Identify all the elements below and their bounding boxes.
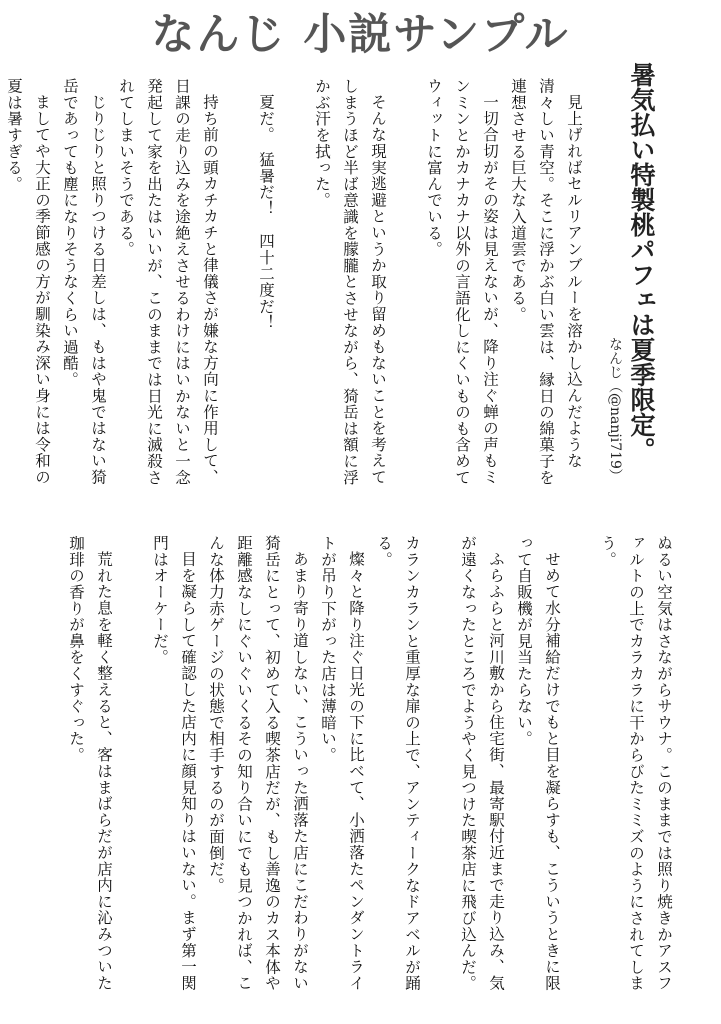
author-byline: なんじ（@nanji719） (607, 337, 623, 483)
paragraph: ぬるい空気はさながらサウナ。このままでは照り焼きかアスファルトの上でカラカラに干からびたミミズのようにされてしまう。 (599, 535, 673, 992)
paragraph: 荒れた息を軽く整えると、客はまばらだが店内に沁みついた珈琲の香りが鼻をくすぐった。 (67, 535, 113, 991)
paragraph: 一切合切がその姿は見えないが、降り注ぐ蝉の声もミンミンとかカナカナ以外の言語化しにくいものも含めてウィットに富んでいる。 (425, 78, 499, 486)
paragraph: 燦々と降り注ぐ日光の下に比べて、小洒落たペンダントライトが吊り下がった店は薄暗い。 (319, 535, 365, 991)
paragraph: ふらふらと河川敷から住宅街、最寄駅付近まで走り込み、気が遠くなったところでようやく見つけた喫茶店に飛び込んだ。 (459, 535, 505, 992)
paragraph: 見上げればセルリアンブルーを溶かし込んだような清々しい青空。そこに浮かぶ白い雲は、縁日の綿菓子を連想させる巨大な入道雲である。 (509, 78, 583, 486)
blank-line (426, 535, 454, 1005)
paragraph: カランカランと重厚な扉の上で、アンティークなドアベルが踊る。 (375, 535, 421, 992)
blank-line (280, 78, 308, 490)
body-text-bottom (48, 535, 678, 1005)
blank-line (392, 78, 420, 490)
paragraph: そんな現実逃避というか取り留めもないことを考えてしまうほど半ば意識を朦朧とさせながら、猗岳は額に浮かぶ汗を拭った。 (313, 78, 387, 486)
blank-line (224, 78, 252, 490)
blank-line (566, 535, 594, 1005)
paragraph: 持ち前の頭カチカチと律儀さが嫌な方向に作用して、日課の走り込みを途絶えさせるわけにはいかないと一念発起して家を出たはいいが、このままでは日光に滅殺されてしまいそうである。 (117, 78, 219, 486)
paragraph: あまり寄り道しない、こういった洒落た店にこだわりがない猗岳にとって、初めて入る喫茶店だが、もし善逸のカス本体や距離感なしにぐいぐいくるその知り合いにでも見つかれば、こんな体力赤ゲージの状態で相手するのが面倒だ。 (207, 535, 309, 992)
paragraph: せめて水分補給だけでもと目を凝らすも、こういうときに限って自販機が見当たらない。 (515, 535, 561, 991)
paragraph: 夏だ。 猛暑だ！ 四十二度だ！ (257, 93, 275, 331)
story-title: 暑気払い特製桃パフェは夏季限定。 (627, 62, 656, 462)
story-title-block (598, 62, 656, 482)
body-text-top (5, 78, 588, 490)
paragraph: じりじりと照りつける日差しは、もはや鬼ではない猗岳であっても塵になりそうなくらい過酷。 (61, 78, 107, 485)
sample-banner-title: なんじ 小説サンプル (151, 10, 570, 60)
paragraph: 目を凝らして確認した店内に顔見知りはいない。まず第一関門はオーケーだ。 (151, 535, 197, 991)
paragraph: ましてや大正の季節感の方が馴染み深い身には令和の夏は暑すぎる。 (5, 78, 51, 485)
blank-line (118, 535, 146, 1005)
